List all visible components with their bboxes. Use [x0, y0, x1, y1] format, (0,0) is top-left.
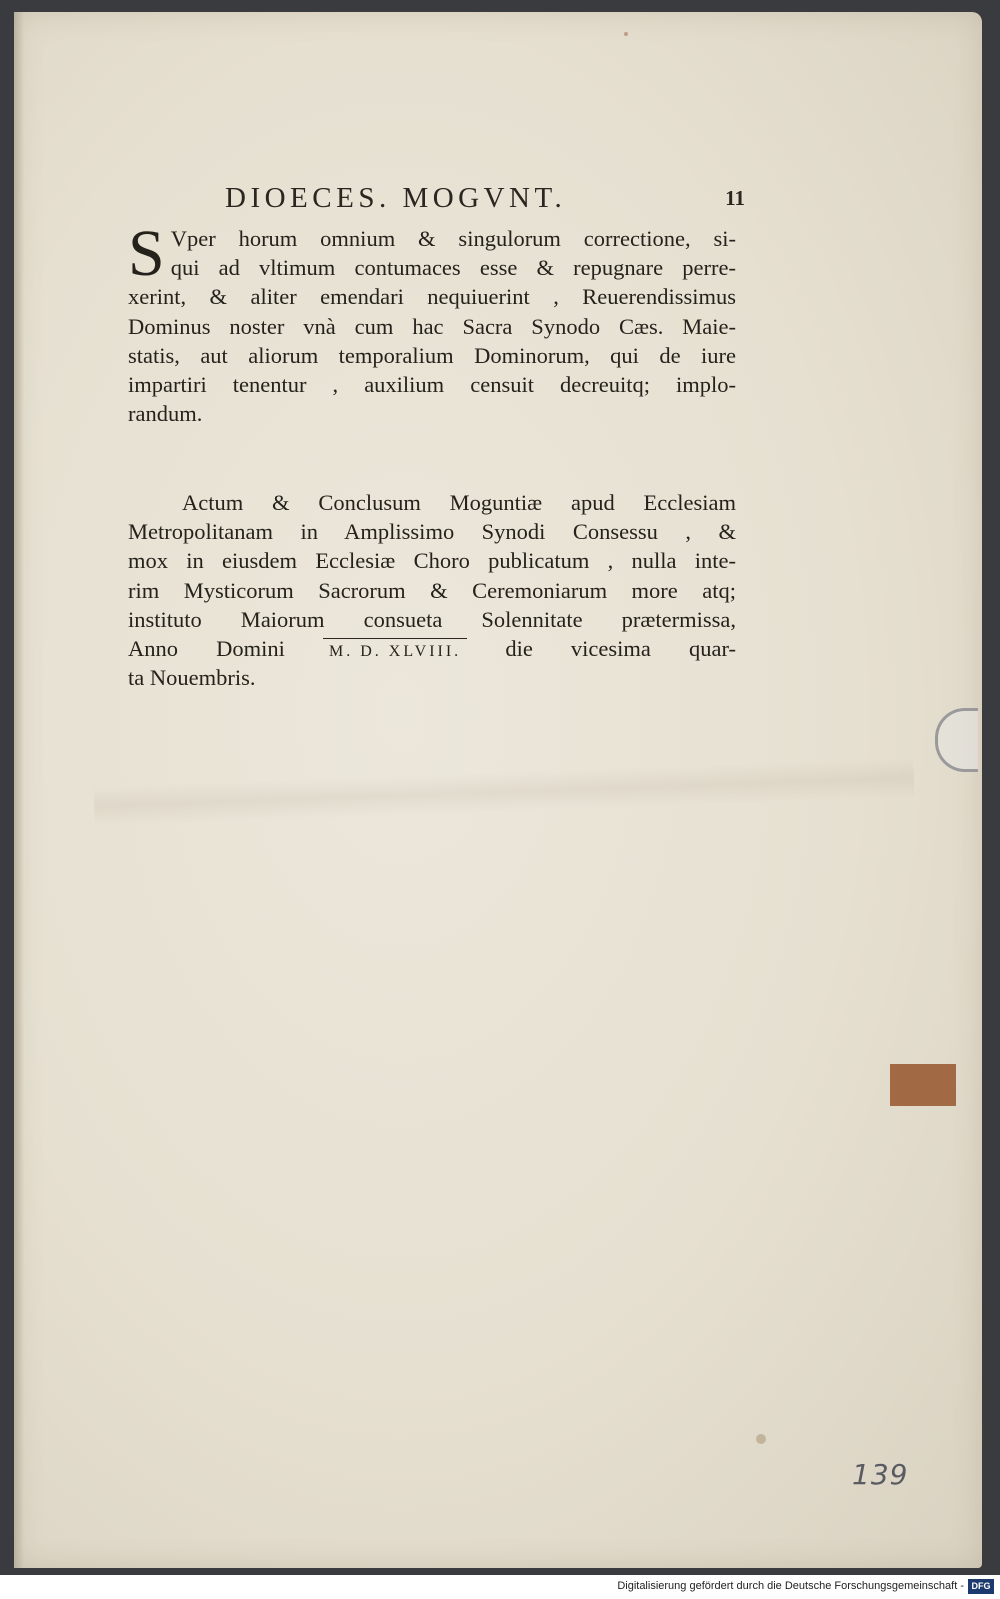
text-line: Vper horum omnium & singulorum correctione, si-: [170, 226, 736, 251]
page-edge: [14, 12, 24, 1568]
handwritten-page-number: 139: [852, 1458, 909, 1491]
ink-spot: [624, 32, 628, 36]
funding-credit: Digitalisierung gefördert durch die Deutsche Forschungsgemeinschaft -: [617, 1580, 964, 1592]
paragraph-2: [128, 488, 736, 692]
dfg-logo: DFG: [968, 1579, 994, 1594]
roman-date: M. D. XLVIII.: [323, 638, 467, 663]
text-line: statis, aut aliorum temporalium Dominorum, qui de iure: [128, 342, 736, 368]
folio-number: 11: [725, 186, 745, 210]
text-line: Metropolitanam in Amplissimo Synodi Consessu , &: [128, 519, 736, 545]
text-line: instituto Maiorum consueta Solennitate prætermissa,: [128, 606, 736, 632]
text-line: Dominus noster vnà cum hac Sacra Synodo Cæs. Maie-: [128, 313, 736, 339]
running-head: DIOECES. MOGVNT.: [225, 182, 567, 214]
date-line: [128, 634, 736, 663]
date-suffix: die vicesima quar-: [505, 636, 737, 662]
text-line: xerint, & aliter emendari nequiuerint , Reuerendissimus: [128, 284, 736, 310]
footer-bar: [0, 1575, 1000, 1599]
date-prefix: Anno Domini: [128, 636, 285, 662]
drop-cap: S: [128, 217, 165, 290]
text-line: mox in eiusdem Ecclesiæ Choro publicatum , nulla inte-: [128, 548, 736, 574]
page-crease: [94, 758, 915, 827]
text-line: Actum & Conclusum Moguntiæ apud Ecclesiam: [182, 490, 736, 515]
text-line: rim Mysticorum Sacrorum & Ceremoniarum more atq;: [128, 577, 736, 603]
text-line: randum.: [128, 401, 203, 427]
page-header: [225, 182, 745, 222]
ink-spot: [756, 1434, 766, 1444]
bookmark-tab: [890, 1064, 956, 1106]
text-line: qui ad vltimum contumaces esse & repugnare perre-: [170, 255, 736, 281]
text-line: impartiri tenentur , auxilium censuit decreuitq; implo-: [128, 372, 736, 398]
paragraph-1: [128, 217, 736, 428]
text-line: ta Nouembris.: [128, 665, 256, 691]
